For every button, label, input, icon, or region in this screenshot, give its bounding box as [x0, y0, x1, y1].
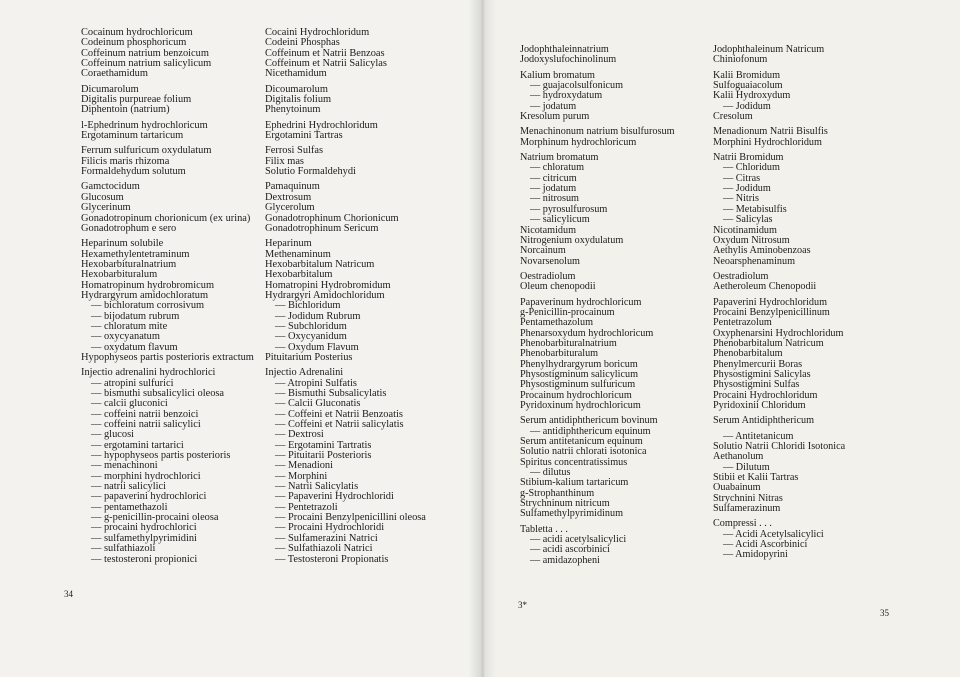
list-item: — nitrosum [530, 193, 579, 205]
list-item: — Jodidum Rubrum [275, 310, 361, 322]
list-item: Hexamethylentetraminum [81, 248, 190, 260]
list-item: Neoarsphenaminum [713, 255, 796, 267]
list-item: — Natrii Salicylatis [275, 481, 359, 493]
list-item: Stibii et Kalii Tartras [713, 472, 799, 484]
list-item: — Menadioni [275, 460, 334, 472]
list-item: Dicumarolum [81, 83, 139, 95]
list-item: Injectio Adrenalini [265, 367, 344, 379]
list-item: Phenylmercurii Boras [713, 358, 803, 370]
list-item: Solutio Natrii Chloridi Isotonica [713, 441, 846, 453]
list-item: Spiritus concentratissimus [520, 456, 628, 468]
list-item: — jodatum [530, 100, 577, 112]
list-item: Cocaini Hydrochloridum [265, 27, 370, 38]
list-item: Methenaminum [265, 248, 331, 260]
list-item: Natrii Bromidum [713, 152, 784, 164]
column-new-names-left [265, 28, 455, 565]
list-item: — Acidi Acetylsalicylici [723, 528, 824, 540]
list-item: — glucosi [91, 429, 135, 441]
page-number-right: 35 [880, 608, 889, 618]
list-item: — Papaverini Hydrochloridi [275, 491, 394, 503]
right-page [482, 0, 960, 677]
list-item: Phenarsoxydum hydrochloricum [520, 327, 654, 339]
list-item: Dextrosum [265, 191, 312, 203]
list-item: — papaverini hydrochlorici [91, 491, 207, 503]
list-item: Aethanolum [713, 451, 764, 463]
book-gutter [468, 0, 496, 677]
list-item: — Metabisulfis [723, 203, 787, 215]
list-item: — Testosteroni Propionatis [275, 553, 389, 565]
list-item: — procaini hydrochlorici [91, 522, 197, 534]
list-item: Digitalis purpureae folium [81, 94, 192, 106]
list-item: Injectio adrenalini hydrochlorici [81, 367, 216, 379]
list-item: Serum antidiphthericum bovinum [520, 415, 658, 427]
list-item: Glycerolum [265, 202, 315, 214]
list-item: — Subchloridum [275, 320, 347, 332]
list-item: — Sulfathiazoli Natrici [275, 543, 373, 555]
list-item: — coffeini natrii benzoici [91, 408, 199, 420]
list-item: Tabletta . . . [520, 523, 568, 535]
list-item: — Morphini [275, 470, 328, 482]
list-item: — g-penicillin-procaini oleosa [91, 512, 219, 524]
column-new-names-right [713, 45, 903, 561]
list-item: — sulfamethylpyrimidini [91, 532, 197, 544]
list-item: Pyridoxinum hydrochloricum [520, 400, 641, 411]
list-item: Gonadotrophum e sero [81, 222, 177, 234]
list-item: Sulfoguaiacolum [713, 80, 783, 92]
list-item: Natrium bromatum [520, 152, 599, 164]
list-item: — testosteroni propionici [91, 553, 198, 565]
list-item: Compressi . . . [713, 518, 772, 530]
list-item: Hypophyseos partis posterioris extractum [81, 351, 254, 363]
list-item: Oxyphenarsini Hydrochloridum [713, 327, 844, 339]
list-item: — Coffeini et Natrii salicylatis [275, 419, 404, 431]
list-item: — bichloratum corrosivum [91, 300, 205, 312]
list-item: — jodatum [530, 183, 577, 195]
list-item: Physostigmini Sulfas [713, 379, 800, 391]
list-item: — Dilutum [723, 461, 770, 473]
list-item: — Jodidum [723, 100, 771, 112]
list-item: — natrii salicylici [91, 481, 167, 493]
list-item: Gonadotrophinum Chorionicum [265, 212, 399, 224]
list-item: Coraethamidum [81, 68, 148, 80]
list-item: Menadionum Natrii Bisulfis [713, 126, 828, 138]
list-item: Glycerinum [81, 202, 131, 214]
list-item: Hydrargyri Amidochloridum [265, 289, 385, 301]
list-item: Formaldehydum solutum [81, 166, 186, 178]
list-item: — ergotamini tartarici [91, 439, 184, 451]
list-item: Heparinum [265, 238, 312, 250]
list-item: Strychnini Nitras [713, 492, 783, 504]
list-item: Digitalis folium [265, 94, 332, 106]
list-item: Nicethamidum [265, 68, 327, 80]
list-item: Glucosum [81, 191, 124, 203]
list-item: Jodophthaleinnatrium [520, 44, 609, 55]
list-item: — dilutus [530, 467, 571, 479]
list-item: Cresolum [713, 111, 753, 123]
list-item: Aetheroleum Chenopodii [713, 281, 817, 293]
list-item: Homatropinum hydrobromicum [81, 279, 215, 291]
list-item: Coffeinum natrium benzoicum [81, 47, 209, 59]
list-item: Gonadotrophinum Sericum [265, 222, 379, 234]
list-item: — Bichloridum [275, 300, 341, 312]
list-item: Phenobarbituralnatrium [520, 337, 617, 349]
list-item: Norcainum [520, 245, 566, 257]
list-item: — acidi acetylsalicylici [530, 534, 627, 546]
list-item: Serum Antidiphthericum [713, 415, 815, 427]
list-item: — pyrosulfurosum [530, 203, 608, 215]
list-item: Ergotaminum tartaricum [81, 130, 184, 142]
list-item: Phenylhydrargyrum boricum [520, 358, 638, 370]
list-item: — atropini sulfurici [91, 377, 174, 389]
list-item: Nicotamidum [520, 224, 577, 236]
list-item: Jodoxyslufochinolinum [520, 54, 617, 66]
list-item: Kalii Hydroxydum [713, 90, 791, 102]
list-item: Pyridoxinii Chloridum [713, 400, 806, 411]
list-item: — Dextrosi [275, 429, 324, 441]
list-item: Dicoumarolum [265, 83, 328, 95]
list-item: Morphini Hydrochloridum [713, 136, 822, 148]
list-item: — oxycyanatum [91, 331, 160, 343]
list-item: Nitrogenium oxydulatum [520, 234, 624, 246]
list-item: Oxydum Nitrosum [713, 234, 790, 246]
list-item: — Pentetrazoli [275, 501, 338, 513]
list-item: Morphinum hydrochloricum [520, 136, 637, 148]
list-item: — Bismuthi Subsalicylatis [275, 388, 387, 399]
list-item: Kalii Bromidum [713, 69, 781, 81]
list-item: Physostigminum salicylicum [520, 368, 639, 380]
list-item: g-Strophanthinum [520, 487, 595, 499]
list-item: — menachinoni [91, 460, 158, 472]
list-item: Sulfamethylpyrimidinum [520, 508, 623, 520]
list-item: Novarsenolum [520, 255, 580, 267]
list-item: Gamctocidum [81, 181, 140, 193]
list-item: — Oxycyanidum [275, 331, 347, 343]
list-item: Ephedrini Hydrochloridum [265, 119, 378, 131]
list-item: Filix mas [265, 155, 304, 167]
list-item: Codeinum phosphoricum [81, 37, 187, 49]
list-item: — Coffeini et Natrii Benzoatis [275, 408, 403, 420]
list-item: — Pituitarii Posterioris [275, 450, 372, 462]
list-item: Coffeinum natrium salicylicum [81, 58, 212, 70]
list-item: — pentamethazoli [91, 501, 168, 513]
list-item: — Jodidum [723, 183, 771, 195]
list-item: Codeini Phosphas [265, 37, 340, 49]
list-item: Phenobarbitalum Natricum [713, 337, 824, 349]
list-item: l-Ephedrinum hydrochloricum [81, 119, 208, 131]
list-item: Oestradiolum [520, 270, 576, 282]
list-item: Ferrum sulfuricum oxydulatum [81, 145, 212, 157]
list-item: Ergotamini Tartras [265, 130, 343, 142]
signature-mark: 3* [518, 600, 527, 610]
list-item: — chloratum [530, 162, 585, 174]
list-item: Phenytoinum [265, 104, 321, 116]
list-item: — Ergotamini Tartratis [275, 439, 372, 451]
list-item: — Chloridum [723, 162, 780, 174]
list-item: Heparinum solubile [81, 238, 164, 250]
list-item: Kresolum purum [520, 111, 590, 123]
list-item: Procaini Benzylpenicillinum [713, 306, 830, 318]
list-item: Strychninum nitricum [520, 498, 610, 510]
list-item: — sulfathiazoli [91, 543, 156, 555]
list-item: — bismuthi subsalicylici oleosa [91, 388, 225, 399]
list-item: — Citras [723, 172, 761, 184]
list-item: — oxydatum flavum [91, 341, 178, 353]
list-item: Papaverini Hydrochloridum [713, 296, 828, 308]
list-item: — hydroxydatum [530, 90, 603, 102]
list-item: Nicotinamidum [713, 224, 777, 236]
list-item: Physostigmini Salicylas [713, 368, 811, 380]
list-item: Stibium-kalium tartaricum [520, 477, 629, 489]
list-item: — salicylicum [530, 214, 590, 226]
list-item: Sulfamerazinum [713, 503, 781, 515]
list-item: Phenobarbituralum [520, 348, 599, 360]
list-item: — Acidi Ascorbinici [723, 539, 808, 551]
list-item: Procaini Hydrochloridum [713, 389, 818, 401]
list-item: Hexobarbituralum [81, 269, 158, 281]
list-item: Solutio Formaldehydi [265, 166, 356, 178]
list-item: — citricum [530, 172, 577, 184]
list-item: Procainum hydrochloricum [520, 389, 632, 401]
list-item: — acidi ascorbinici [530, 544, 610, 556]
list-item: — Procaini Benzylpenicillini oleosa [275, 512, 426, 524]
list-item: Pamaquinum [265, 181, 320, 193]
list-item: Hydrargyrum amidochloratum [81, 289, 209, 301]
list-item: — Amidopyrini [723, 549, 788, 561]
list-item: — chloratum mite [91, 320, 168, 332]
list-item: Homatropini Hydrobromidum [265, 279, 391, 291]
list-item: — Nitris [723, 193, 759, 205]
list-item: Filicis maris rhizoma [81, 155, 170, 167]
list-item: Coffeinum et Natrii Benzoas [265, 47, 385, 59]
list-item: Pituitarium Posterius [265, 351, 353, 363]
list-item: — calcii gluconici [91, 398, 168, 410]
list-item: — Procaini Hydrochloridi [275, 522, 385, 534]
list-item: Solutio natrii chlorati isotonica [520, 446, 647, 458]
list-item: — Oxydum Flavum [275, 341, 359, 353]
list-item: — hypophyseos partis posterioris [91, 450, 231, 462]
list-item: — morphini hydrochlorici [91, 470, 201, 482]
list-item: — antidiphthericum equinum [530, 425, 651, 437]
list-item: Oestradiolum [713, 270, 769, 282]
list-item: — Sulfamerazini Natrici [275, 532, 378, 544]
list-item: — Calcii Gluconatis [275, 398, 361, 410]
list-item: Hexobarbitalum [265, 269, 333, 281]
list-item: — amidazopheni [530, 554, 600, 566]
list-item: Phenobarbitalum [713, 348, 783, 360]
list-item: — coffeini natrii salicylici [91, 419, 201, 431]
list-item: Menachinonum natrium bisulfurosum [520, 126, 675, 138]
list-item: — guajacolsulfonicum [530, 80, 624, 92]
list-item: Physostigminum sulfuricum [520, 379, 636, 391]
page-number-left: 34 [64, 589, 73, 599]
column-old-names-left [81, 28, 281, 565]
list-item: Hexobarbitalum Natricum [265, 258, 375, 270]
list-item: Diphentoin (natrium) [81, 104, 170, 116]
list-item: Coffeinum et Natrii Salicylas [265, 58, 387, 70]
list-item: — Salicylas [723, 214, 773, 226]
list-item: Pentetrazolum [713, 317, 772, 329]
list-item: Ferrosi Sulfas [265, 145, 324, 157]
list-item: — bijodatum rubrum [91, 310, 180, 322]
list-item: Gonadotropinum chorionicum (ex urina) [81, 212, 251, 224]
list-item: Serum antitetanicum equinum [520, 436, 643, 448]
list-item: — Atropini Sulfatis [275, 377, 357, 389]
list-item: Kalium bromatum [520, 69, 595, 81]
list-item: Chiniofonum [713, 54, 768, 66]
list-item: Ouabainum [713, 482, 761, 494]
list-item: Papaverinum hydrochloricum [520, 296, 642, 308]
list-item: Pentamethazolum [520, 317, 593, 329]
list-item: Cocainum hydrochloricum [81, 27, 193, 38]
list-item: Aethylis Aminobenzoas [713, 245, 811, 257]
list-item: Hexobarbituralnatrium [81, 258, 177, 270]
list-item: Oleum chenopodii [520, 281, 596, 293]
list-item: Jodophthaleinum Natricum [713, 44, 825, 55]
column-old-names-right [520, 45, 715, 566]
list-item: — Antitetanicum [723, 430, 794, 442]
list-item: g-Penicillin-procainum [520, 306, 615, 318]
